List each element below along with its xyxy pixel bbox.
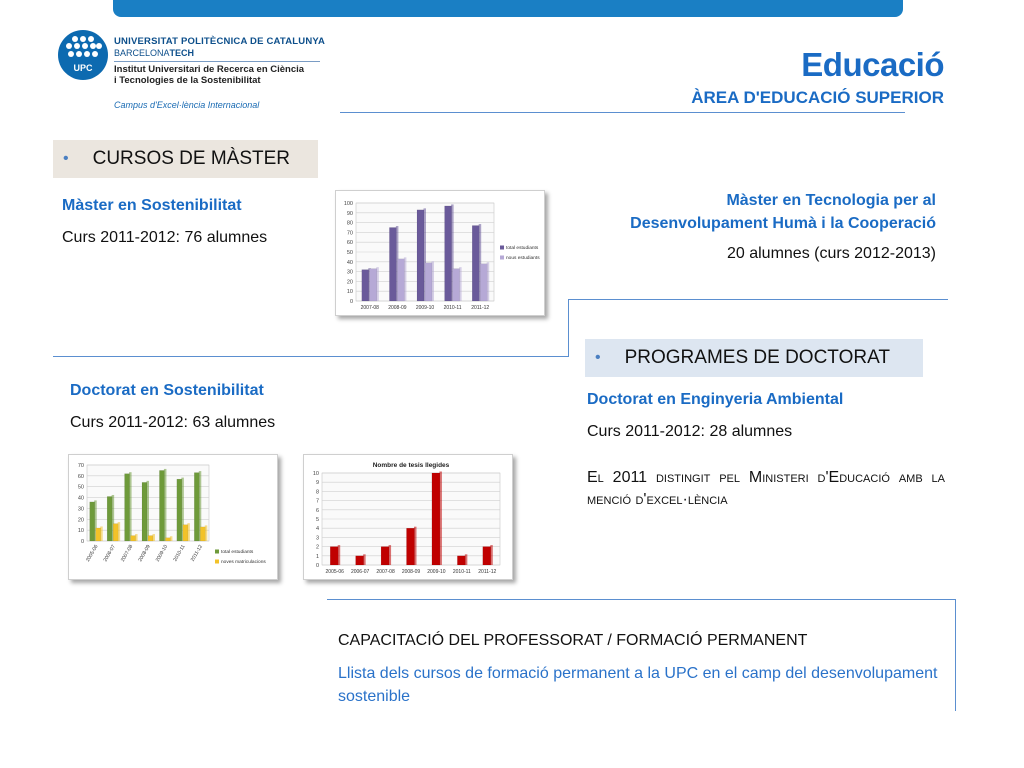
training-title: CAPACITACIÓ DEL PROFESSORAT / FORMACIÓ PERMANENT	[338, 632, 808, 649]
master-tecnologia-title: Màster en Tecnologia per al Desenvolupament Humà i la Cooperació	[630, 192, 936, 232]
bar	[483, 547, 491, 565]
bar	[425, 263, 432, 301]
barcelonatech-label: BARCELONATECH	[114, 48, 195, 58]
top-banner-bar	[113, 0, 903, 17]
chart-doctorate-students-svg	[69, 455, 277, 579]
y-tick-label: 60	[346, 240, 353, 247]
chart-theses-read	[303, 454, 513, 580]
bar	[113, 524, 118, 541]
x-tick-label: 2011-12	[478, 569, 497, 575]
y-tick-label: 80	[346, 220, 353, 227]
bar	[389, 228, 396, 302]
y-tick-label: 50	[346, 250, 353, 256]
page-title: Educació	[801, 46, 944, 83]
bar	[417, 210, 424, 301]
logo-dot	[72, 36, 78, 42]
doctorat-ambiental-title: Doctorat en Enginyeria Ambiental	[587, 391, 844, 408]
bar	[445, 206, 452, 301]
y-tick-label: 0	[315, 563, 319, 569]
x-tick-label: 2008-09	[388, 305, 407, 311]
logo-dot	[88, 36, 94, 42]
x-tick-label: 2010-11	[172, 544, 187, 563]
y-tick-label: 60	[77, 473, 84, 480]
y-tick-label: 70	[346, 230, 353, 237]
university-name: UNIVERSITAT POLITÈCNICA DE CATALUNYA	[114, 36, 326, 47]
legend-swatch	[500, 256, 504, 260]
bar	[480, 264, 487, 301]
masters-section-header	[53, 140, 318, 178]
doctorat-ambiental-text: Curs 2011-2012: 28 alumnes	[587, 423, 793, 440]
page-subtitle: ÀREA D'EDUCACIÓ SUPERIOR	[691, 88, 944, 107]
bar	[407, 528, 415, 565]
logo-dot	[76, 51, 82, 57]
x-tick-label: 2009-10	[415, 305, 435, 311]
doctorate-section-label: PROGRAMES DE DOCTORAT	[624, 347, 890, 368]
header-divider	[340, 112, 905, 113]
doctorat-sostenibilitat-title: Doctorat en Sostenibilitat	[70, 382, 264, 399]
y-tick-label: 10	[346, 289, 353, 296]
institute-line-1: Institut Universitari de Recerca en Ciència	[114, 64, 305, 75]
legend-swatch	[215, 550, 219, 554]
y-tick-label: 4	[315, 526, 319, 533]
bar	[397, 259, 404, 301]
campus-label: Campus d'Excel·lència Internacional	[114, 100, 260, 110]
chart-doctorate-students	[68, 454, 278, 580]
x-tick-label: 2011-12	[471, 305, 490, 311]
legend-label: noves matriculacions	[221, 560, 266, 565]
logo-dot	[84, 51, 90, 57]
bar	[96, 528, 101, 541]
y-tick-label: 30	[346, 269, 353, 276]
y-tick-label: 20	[77, 517, 84, 524]
training-divider-right	[955, 599, 956, 711]
bar	[356, 556, 364, 565]
legend-label: total estudiants	[506, 246, 539, 251]
doctorate-section-header	[585, 339, 923, 377]
institution-block	[114, 36, 325, 110]
bar	[183, 525, 188, 541]
chart-master-students-svg	[336, 191, 544, 315]
y-tick-label: 50	[77, 484, 84, 491]
y-tick-label: 6	[315, 507, 319, 514]
bullet-icon: •	[63, 150, 69, 167]
bar	[107, 496, 112, 541]
bar	[148, 536, 153, 541]
logo-dot	[80, 36, 86, 42]
logo-dot	[82, 43, 88, 49]
y-tick-label: 10	[312, 471, 319, 477]
x-tick-label: 2011-12	[189, 544, 205, 563]
x-tick-label: 2007-08	[376, 569, 395, 575]
institution-divider	[114, 61, 320, 62]
chart-title: Nombre de tesis llegides	[372, 462, 450, 469]
y-tick-label: 20	[346, 279, 353, 286]
y-tick-label: 0	[80, 539, 84, 545]
chart-theses-read-svg	[304, 455, 512, 579]
x-tick-label: 2010-11	[443, 305, 462, 311]
y-tick-label: 40	[346, 259, 353, 266]
bar	[142, 482, 147, 541]
bar	[200, 527, 205, 541]
logo-dot	[96, 43, 102, 49]
master-sostenibilitat-title: Màster en Sostenibilitat	[62, 197, 242, 214]
y-tick-label: 100	[343, 201, 353, 207]
logo-dot	[92, 51, 98, 57]
bar	[362, 270, 369, 301]
legend-swatch	[500, 246, 504, 250]
y-tick-label: 7	[315, 498, 319, 505]
x-tick-label: 2008-09	[137, 544, 152, 563]
y-tick-label: 90	[346, 210, 353, 217]
training-link[interactable]: Llista dels cursos de formació permanent a la UPC en el camp del desenvolupament sostenible	[338, 665, 938, 705]
excellence-distinction: El 2011 distingit pel Ministeri d'Educació amb la menció d'excel·lència	[587, 469, 945, 508]
x-tick-label: 2005-06	[85, 544, 100, 563]
logo-dot	[68, 51, 74, 57]
upc-logo	[58, 30, 108, 80]
x-tick-label: 2006-07	[350, 569, 370, 575]
bar	[90, 502, 95, 541]
chart-master-students	[335, 190, 545, 316]
bar	[125, 474, 130, 541]
y-tick-label: 2	[315, 544, 319, 551]
y-tick-label: 8	[315, 489, 319, 496]
x-tick-label: 2006-07	[102, 544, 117, 563]
y-tick-label: 9	[315, 480, 319, 487]
bar	[432, 473, 440, 565]
logo-text: UPC	[73, 63, 93, 73]
bar	[381, 547, 389, 565]
x-tick-label: 2005-06	[325, 569, 344, 575]
bar	[159, 470, 164, 541]
bar	[131, 536, 136, 541]
y-tick-label: 1	[315, 553, 319, 560]
masters-section-label: CURSOS DE MÀSTER	[92, 148, 291, 169]
institute-line-2: i Tecnologies de la Sostenibilitat	[114, 75, 261, 86]
bar	[472, 226, 479, 301]
y-tick-label: 5	[315, 517, 319, 523]
y-tick-label: 3	[315, 535, 319, 542]
legend-label: total estudiants	[221, 550, 254, 555]
bullet-icon: •	[595, 349, 601, 366]
x-tick-label: 2007-08	[119, 544, 135, 563]
master-tecnologia-text: 20 alumnes (curs 2012-2013)	[726, 245, 936, 262]
x-tick-label: 2007-08	[360, 305, 379, 311]
master-sostenibilitat-text: Curs 2011-2012: 76 alumnes	[62, 229, 268, 246]
y-tick-label: 40	[77, 495, 84, 502]
bar	[194, 473, 199, 541]
legend-label: nous estudiants	[506, 256, 540, 261]
x-tick-label: 2009-10	[427, 569, 446, 575]
y-tick-label: 0	[349, 299, 353, 305]
bar	[370, 269, 377, 301]
bar	[165, 538, 170, 541]
x-tick-label: 2010-11	[452, 569, 471, 575]
bar	[457, 556, 465, 565]
y-tick-label: 70	[77, 463, 84, 469]
y-tick-label: 10	[77, 528, 84, 535]
bar	[453, 269, 460, 301]
bar	[330, 547, 338, 565]
section-connector-right	[568, 299, 948, 300]
y-tick-label: 30	[77, 506, 84, 513]
logo-dot	[74, 43, 80, 49]
bar	[177, 479, 182, 541]
x-tick-label: 2008-09	[401, 569, 421, 575]
x-tick-label: 2009-10	[154, 544, 170, 563]
training-divider-top	[327, 599, 956, 600]
doctorat-sostenibilitat-text: Curs 2011-2012: 63 alumnes	[70, 414, 276, 431]
logo-dot	[66, 43, 72, 49]
legend-swatch	[215, 560, 219, 564]
